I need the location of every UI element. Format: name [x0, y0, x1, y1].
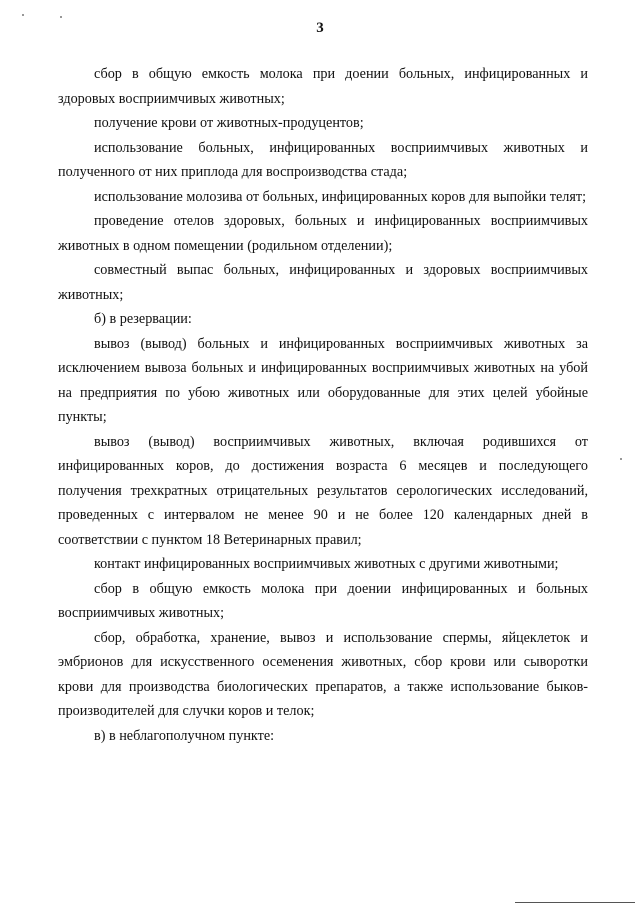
paragraph-milk-collection-all: сбор в общую емкость молока при доении больных, инфицированных и здоровых восприимчивых животных; [58, 66, 588, 107]
section-heading-reservation: б) в резервации: [94, 311, 192, 327]
paragraph-sperm-collection: сбор, обработка, хранение, вывоз и использование спермы, яйцеклеток и эмбрионов для искусственного осеменения животных, сбор крови или сыворотки крови для производства биологических препаратов, а также использование быков-производителей для случки коров и телок; [58, 629, 588, 719]
document-body [58, 62, 588, 748]
paragraph-removal-susceptible: вывоз (вывод) восприимчивых животных, включая родившихся от инфицированных коров, до достижения возраста 6 месяцев и последующего получения трехкратных отрицательных результатов серологических исследований, проведенных с интервалом не менее 90 и не более 120 календарных дней в соответствии с пунктом 18 Ветеринарных правил; [58, 433, 588, 548]
scan-speck [60, 16, 62, 18]
paragraph-colostrum-use: использование молозива от больных, инфицированных коров для выпойки телят; [94, 188, 587, 205]
section-heading-unfavorable-point: в) в неблагополучном пункте: [94, 727, 275, 744]
paragraph-milk-collection-infected: сбор в общую емкость молока при доении инфицированных и больных восприимчивых животных; [58, 580, 588, 621]
paragraph-joint-grazing: совместный выпас больных, инфицированных и здоровых восприимчивых животных; [58, 262, 588, 303]
paragraph-calving: проведение отелов здоровых, больных и инфицированных восприимчивых животных в одном помещении (родильном отделении); [58, 213, 588, 254]
scan-speck [22, 14, 24, 16]
paragraph-removal-sick: вывоз (вывод) больных и инфицированных восприимчивых животных за исключением вывоза больных и инфицированных восприимчивых животных на убой на предприятия по убою животных или оборудованные для этих целей убойные пункты; [58, 335, 588, 425]
paragraph-reproduction-use: использование больных, инфицированных восприимчивых животных и полученного от них приплода для воспроизводства стада; [58, 139, 588, 180]
paragraph-blood-producers: получение крови от животных-продуцентов; [94, 115, 364, 131]
paragraph-contact: контакт инфицированных восприимчивых животных с другими животными; [94, 556, 559, 572]
scan-edge-line [515, 902, 635, 903]
page-number: 3 [316, 20, 324, 36]
scan-speck [620, 458, 622, 460]
